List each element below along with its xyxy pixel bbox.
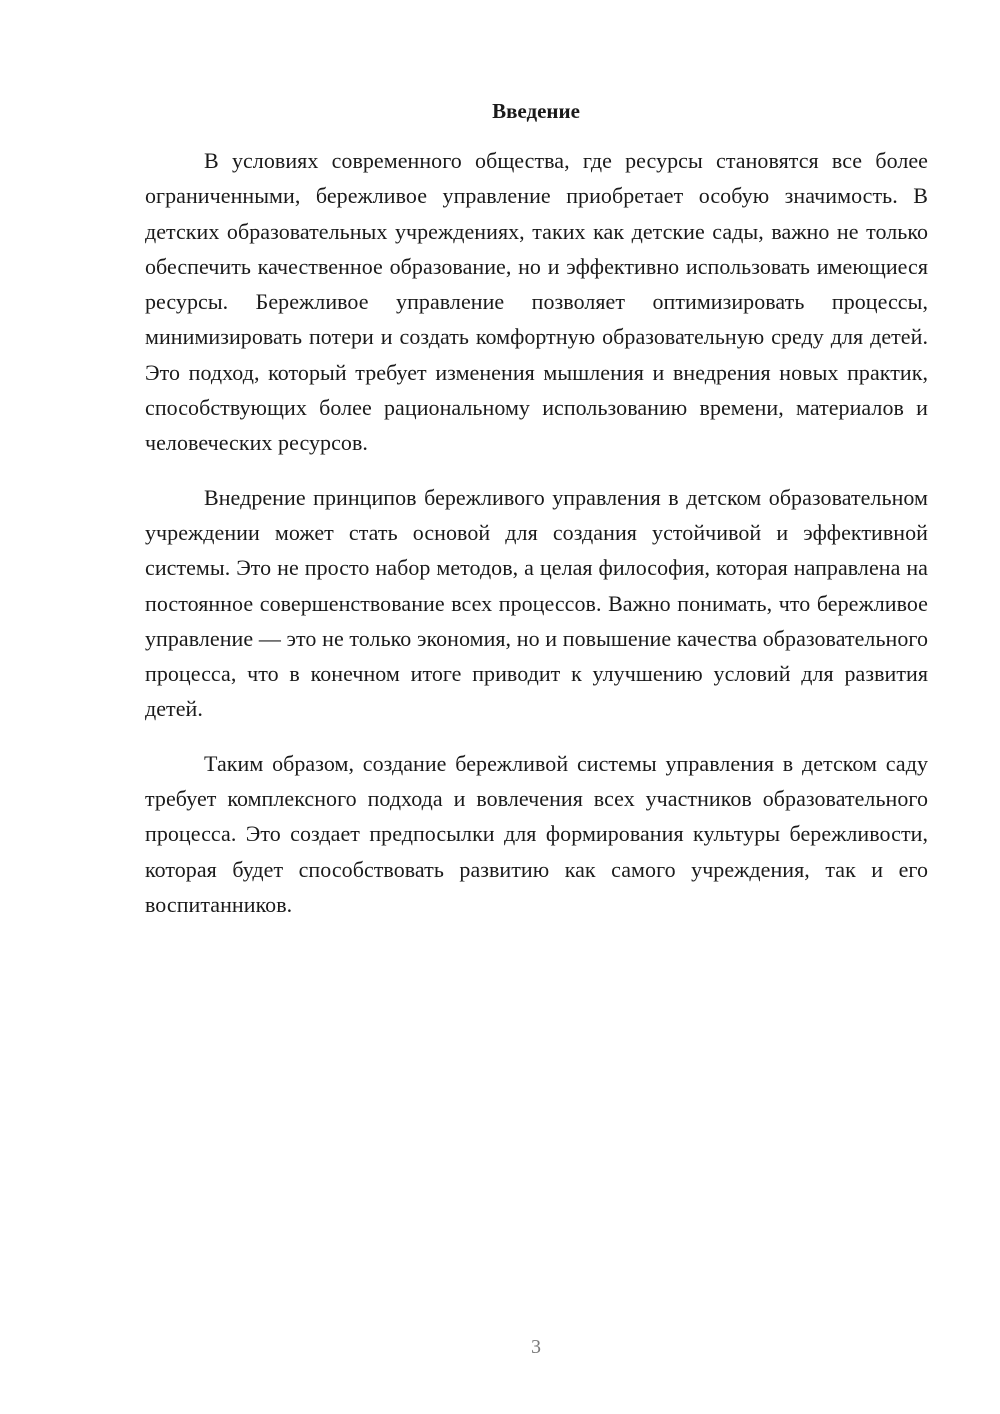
body-text (145, 143, 928, 922)
paragraph-3: Таким образом, создание бережливой системы управления в детском саду требует комплексного подхода и вовлечения всех участников образовательного процесса. Это создает предпосылки для формирования культуры бережливости, которая будет способствовать развитию как самого учреждения, так и его воспитанников. (145, 750, 928, 917)
page-number: 3 (531, 1336, 541, 1358)
paragraph-2: Внедрение принципов бережливого управления в детском образовательном учреждении может стать основой для создания устойчивой и эффективной системы. Это не просто набор методов, а целая философия, которая направлена на постоянное совершенствование всех процессов. Важно понимать, что бережливое управление — это не только экономия, но и повышение качества образовательного процесса, что в конечном итоге приводит к улучшению условий для развития детей. (145, 484, 928, 722)
paragraph-1: В условиях современного общества, где ресурсы становятся все более ограниченными, бережливое управление приобретает особую значимость. В детских образовательных учреждениях, таких как детские сады, важно не только обеспечить качественное образование, но и эффективно использовать имеющиеся ресурсы. Бережливое управление позволяет оптимизировать процессы, минимизировать потери и создать комфортную образовательную среду для детей. Это подход, который требует изменения мышления и внедрения новых практик, способствующих более рациональному использованию времени, материалов и человеческих ресурсов. (145, 148, 928, 456)
section-heading: Введение (492, 99, 580, 123)
